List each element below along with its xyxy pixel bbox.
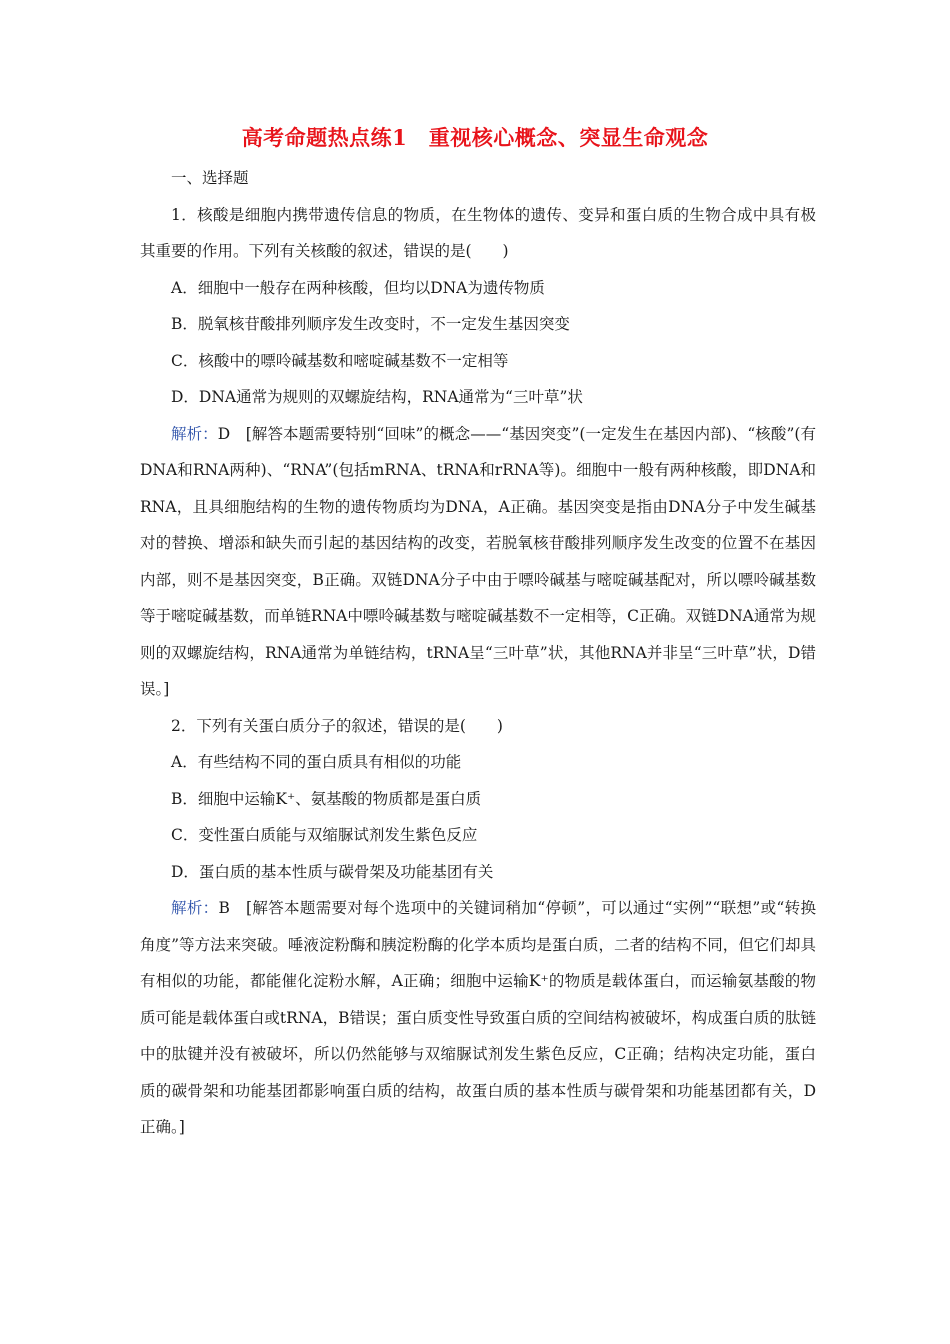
analysis-label: 解析：	[171, 899, 219, 917]
option-b: B．细胞中运输K⁺、氨基酸的物质都是蛋白质	[171, 789, 482, 808]
option-c: C．核酸中的嘌呤碱基数和嘧啶碱基数不一定相等	[171, 351, 509, 370]
option-c: C．变性蛋白质能与双缩脲试剂发生紫色反应	[171, 826, 478, 844]
question-stem: 2．下列有关蛋白质分子的叙述，错误的是( )	[171, 716, 503, 735]
section-heading: 一、选择题	[171, 169, 249, 187]
option-a: A．细胞中一般存在两种核酸，但均以DNA为遗传物质	[171, 278, 545, 297]
document-title: 高考命题热点练1 重视核心概念、突显生命观念	[241, 125, 709, 150]
document-body	[140, 160, 816, 1146]
analysis-label: 解析：	[171, 424, 218, 443]
analysis-text: B [解答本题需要对每个选项中的关键词稍加“停顿”，可以通过“实例”“联想”或“转换角度”等方法来突破。唾液淀粉酶和胰淀粉酶的化学本质均是蛋白质，二者的结构不同，但它们却具有相似的功能，都能催化淀粉水解，A正确；细胞中运输K⁺的物质是载体蛋白，而运输氨基酸的物质可能是载体蛋白或tRNA，B错误；蛋白质变性导致蛋白质的空间结构被破坏，构成蛋白质的肽链中的肽键并没有被破坏，所以仍然能够与双缩脲试剂发生紫色反应，C正确；结构决定功能，蛋白质的碳骨架和功能基团都影响蛋白质的结构，故蛋白质的基本性质与碳骨架和功能基团都有关，D正确。]	[140, 899, 816, 1136]
analysis-paragraph	[140, 416, 816, 708]
question-1	[140, 197, 816, 708]
question-2	[140, 708, 816, 1146]
analysis-paragraph	[140, 890, 816, 1146]
analysis-text: D [解答本题需要特别“回味”的概念——“基因突变”(一定发生在基因内部)、“核酸”(有DNA和RNA两种)、“RNA”(包括mRNA、tRNA和rRNA等)。细胞中一般有两种核酸，即DNA和RNA，且具细胞结构的生物的遗传物质均为DNA，A正确。基因突变是指由DNA分子中发生碱基对的替换、增添和缺失而引起的基因结构的改变，若脱氧核苷酸排列顺序发生改变的位置不在基因内部，则不是基因突变，B正确。双链DNA分子中由于嘌呤碱基与嘧啶碱基配对，所以嘌呤碱基数等于嘧啶碱基数，而单链RNA中嘌呤碱基数与嘧啶碱基数不一定相等，C正确。双链DNA通常为规则的双螺旋结构，RNA通常为单链结构，tRNA呈“三叶草”状，其他RNA并非呈“三叶草”状，D错误。]	[140, 424, 816, 698]
option-a: A．有些结构不同的蛋白质具有相似的功能	[171, 753, 462, 771]
option-b: B．脱氧核苷酸排列顺序发生改变时，不一定发生基因突变	[171, 315, 570, 333]
option-d: D．DNA通常为规则的双螺旋结构，RNA通常为“三叶草”状	[171, 388, 583, 406]
question-stem: 1．核酸是细胞内携带遗传信息的物质，在生物体的遗传、变异和蛋白质的生物合成中具有极其重要的作用。下列有关核酸的叙述，错误的是( )	[140, 205, 816, 260]
option-d: D．蛋白质的基本性质与碳骨架及功能基团有关	[171, 862, 494, 881]
